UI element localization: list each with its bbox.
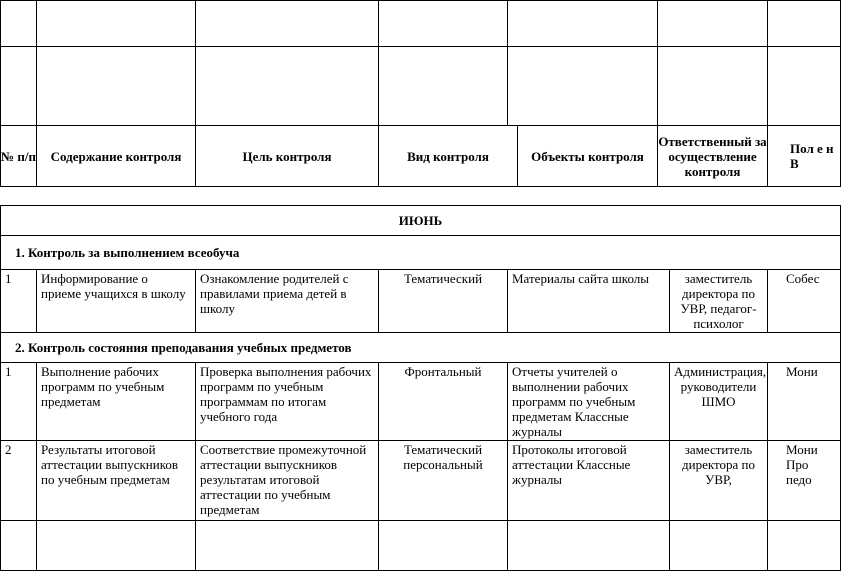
header-number: № п/п — [1, 126, 37, 187]
header-objects: Объекты контроля — [518, 126, 658, 187]
header-responsible: Ответственный за осуществление контроля — [658, 126, 768, 187]
month-heading: ИЮНЬ — [1, 206, 841, 236]
row-type: Фронтальный — [379, 363, 508, 441]
row-last: Собес — [768, 270, 841, 333]
header-table — [0, 0, 841, 187]
header-last: Пол е н В — [768, 126, 841, 187]
row-goal: Соответствие промежуточной аттестации выпускников результатам итоговой аттестации по учебным предметам — [196, 441, 379, 521]
empty-row — [1, 47, 841, 126]
row-number: 1 — [1, 363, 37, 441]
header-row — [1, 126, 841, 187]
section-title: 1. Контроль за выполнением всеобуча — [1, 236, 841, 270]
row-type: Тематический — [379, 270, 508, 333]
header-goal: Цель контроля — [196, 126, 379, 187]
row-number: 2 — [1, 441, 37, 521]
schedule-table — [0, 205, 841, 571]
row-objects: Отчеты учителей о выполнении рабочих программ по учебным предметам Классные журналы — [508, 363, 670, 441]
table-row — [1, 441, 841, 521]
row-last: Мони Про педо — [768, 441, 841, 521]
row-last: Мони — [768, 363, 841, 441]
header-content: Содержание контроля — [37, 126, 196, 187]
row-objects: Материалы сайта школы — [508, 270, 670, 333]
table-row — [1, 270, 841, 333]
row-goal: Проверка выполнения рабочих программ по учебным программам по итогам учебного года — [196, 363, 379, 441]
section-title: 2. Контроль состояния преподавания учебных предметов — [1, 333, 841, 363]
table-row — [1, 363, 841, 441]
empty-row — [1, 521, 841, 571]
row-responsible: Администрация, руководители ШМО — [670, 363, 768, 441]
row-objects: Протоколы итоговой аттестации Классные журналы — [508, 441, 670, 521]
row-type: Тематический персональный — [379, 441, 508, 521]
row-content: Выполнение рабочих программ по учебным предметам — [37, 363, 196, 441]
row-number: 1 — [1, 270, 37, 333]
empty-row — [1, 1, 841, 47]
row-goal: Ознакомление родителей с правилами приема детей в школу — [196, 270, 379, 333]
header-type: Вид контроля — [379, 126, 518, 187]
row-content: Результаты итоговой аттестации выпускников по учебным предметам — [37, 441, 196, 521]
row-content: Информирование о приеме учащихся в школу — [37, 270, 196, 333]
row-responsible: заместитель директора по УВР, — [670, 441, 768, 521]
row-responsible: заместитель директора по УВР, педагог-психолог — [670, 270, 768, 333]
